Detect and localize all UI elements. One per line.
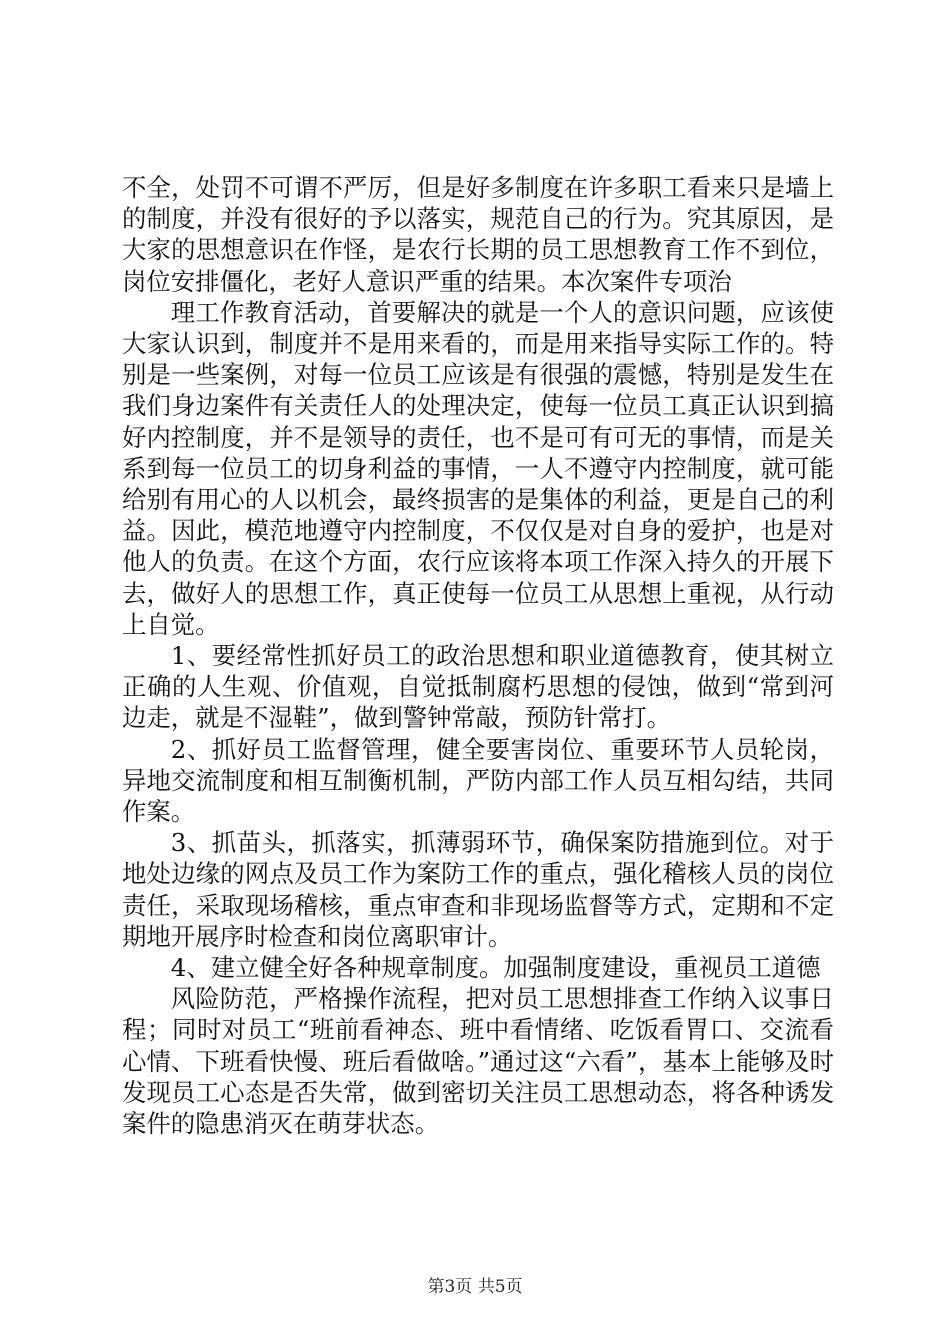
paragraph-6: 4、建立健全好各种规章制度。加强制度建设，重视员工道德 bbox=[170, 953, 821, 983]
paragraph-1: 不全，处罚不可谓不严厉，但是好多制度在许多职工看来只是墙上的制度，并没有很好的予以落实，规范自己的行为。究其原因，是大家的思想意识在作怪，是农行长期的员工思想教育工作不到位，岗位安排僵化，老好人意识严重的结果。本次案件专项治 bbox=[122, 173, 834, 296]
paragraph-2: 理工作教育活动，首要解决的就是一个人的意识问题，应该使大家认识到，制度并不是用来看的，而是用来指导实际工作的。特别是一些案例，对每一位员工应该是有很强的震憾，特别是发生在我们身边案件有关责任人的处理决定，使每一位员工真正认识到搞好内控制度，并不是领导的责任，也不是可有可无的事情，而是关系到每一位员工的切身利益的事情，一人不遵守内控制度，就可能给别有用心的人以机会，最终损害的是集体的利益，更是自己的利益。因此，模范地遵守内控制度，不仅仅是对自身的爱护，也是对他人的负责。在这个方面，农行应该将本项工作深入持久的开展下去，做好人的思想工作，真正使每一位员工从思想上重视，从行动上自觉。 bbox=[122, 297, 834, 639]
paragraph-7: 风险防范，严格操作流程，把对员工思想排查工作纳入议事日程；同时对员工“班前看神态、班中看情绪、吃饭看胃口、交流看心情、下班看快慢、班后看做啥。”通过这“六看”，基本上能够及时发现员工心态是否失常，做到密切关注员工思想动态，将各种诱发案件的隐患消灭在萌芽状态。 bbox=[122, 984, 834, 1139]
document-body bbox=[122, 172, 834, 1139]
page-footer: 第3页 共5页 bbox=[427, 1277, 523, 1297]
paragraph-4: 2、抓好员工监督管理，健全要害岗位、重要环节人员轮岗，异地交流制度和相互制衡机制，严防内部工作人员互相勾结，共同作案。 bbox=[122, 734, 834, 827]
paragraph-3: 1、要经常性抓好员工的政治思想和职业道德教育，使其树立正确的人生观、价值观，自觉抵制腐朽思想的侵蚀，做到“常到河边走，就是不湿鞋”，做到警钟常敲，预防针常打。 bbox=[122, 641, 834, 733]
paragraph-5: 3、抓苗头，抓落实，抓薄弱环节，确保案防措施到位。对于地处边缘的网点及员工作为案防工作的重点，强化稽核人员的岗位责任，采取现场稽核，重点审查和非现场监督等方式，定期和不定期地开展序时检查和岗位离职审计。 bbox=[122, 828, 834, 951]
